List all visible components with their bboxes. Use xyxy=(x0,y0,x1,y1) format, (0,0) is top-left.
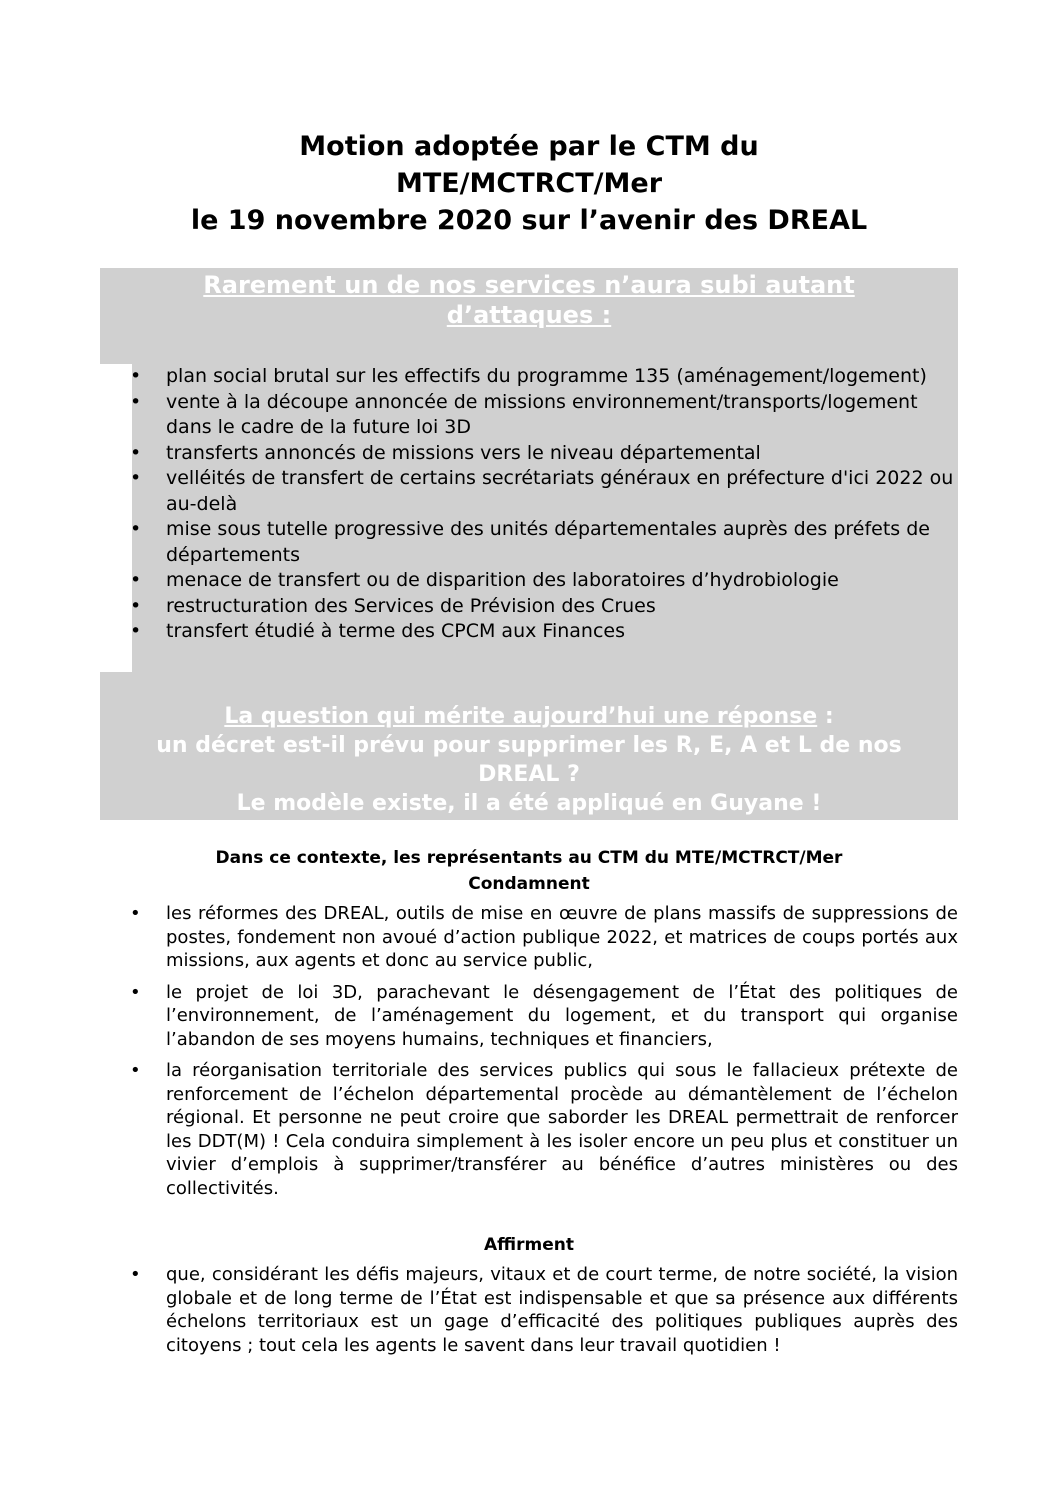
title-line: Motion adoptée par le CTM du xyxy=(299,131,759,162)
page-title xyxy=(100,128,958,239)
list-item xyxy=(0,466,958,517)
list-item xyxy=(0,390,958,441)
list-item-text: menace de transfert ou de disparition des laboratoires d’hydrobiologie xyxy=(166,569,839,591)
list-item xyxy=(0,619,958,645)
affirment-list xyxy=(0,1263,958,1365)
question-line: DREAL ? xyxy=(478,762,580,787)
list-item xyxy=(0,517,958,568)
context-line: Dans ce contexte, les représentants au CTM du MTE/MCTRCT/Mer xyxy=(215,848,843,868)
list-item-text: plan social brutal sur les effectifs du programme 135 (aménagement/logement) xyxy=(166,365,927,387)
condamnent-label: Condamnent xyxy=(468,874,590,894)
bullet-icon: • xyxy=(130,441,142,464)
question-heading: La question qui mérite aujourd’hui une réponse xyxy=(224,704,818,729)
bullet-icon: • xyxy=(130,981,141,1003)
title-line: le 19 novembre 2020 sur l’avenir des DREAL xyxy=(190,205,868,236)
list-item-text: le projet de loi 3D, parachevant le désengagement de l’État des politiques de l’environnement, de l’aménagement du logement, et du transport qui organise l’abandon de ses moyens humains, techniques et financiers, xyxy=(166,981,958,1050)
list-item-text: vente à la découpe annoncée de missions environnement/transports/logement dans le cadre de la future loi 3D xyxy=(166,390,918,438)
condamnent-list xyxy=(0,902,958,1208)
list-item-text: les réformes des DREAL, outils de mise en œuvre de plans massifs de suppressions de postes, fondement non avoué d’action publique 2022, et matrices de coups portés aux missions, aux agents et donc au service public, xyxy=(166,903,958,971)
question-block xyxy=(100,702,958,818)
question-colon: : xyxy=(817,704,834,729)
question-line: Le modèle existe, il a été appliqué en Guyane ! xyxy=(236,791,822,816)
bullet-icon: • xyxy=(130,1264,141,1285)
list-item-text: restructuration des Services de Prévision des Crues xyxy=(166,594,656,617)
bullet-icon: • xyxy=(130,390,142,413)
list-item-text: que, considérant les défis majeurs, vitaux et de court terme, de notre société, la vision globale et de long terme de l’État est indispensable et que sa présence aux différents échelons territoriaux est un gage d’efficacité des politiques publiques auprès des citoyens ; tout cela les agents le savent dans leur travail quotidien ! xyxy=(166,1264,958,1356)
list-item-text: la réorganisation territoriale des services publics qui sous le fallacieux prétexte de renforcement de l’échelon départemental procède au démantèlement de l’échelon régional. Et personne ne peut croire que saborder les DREAL permettrait de renforcer les DDT(M) ! Cela conduira simplement à les isoler encore un peu plus et constituer un vivier d’emplois à supprimer/transférer au bénéfice d’autres ministères ou des collectivités. xyxy=(166,1060,958,1199)
bullet-icon: • xyxy=(130,620,142,642)
list-item xyxy=(0,1059,958,1200)
bullet-icon: • xyxy=(130,365,142,387)
list-item xyxy=(0,981,958,1052)
list-item xyxy=(0,902,958,973)
list-item xyxy=(0,594,958,620)
list-item xyxy=(0,1263,958,1357)
question-line: un décret est-il prévu pour supprimer les R, E, A et L de nos xyxy=(156,733,902,758)
bullet-icon: • xyxy=(130,518,142,540)
list-item-text: velléités de transfert de certains secrétariats généraux en préfecture d'ici 2022 ou au-delà xyxy=(166,467,954,515)
list-item xyxy=(0,441,958,467)
list-item xyxy=(0,568,958,594)
box-heading-line: d’attaques : xyxy=(446,301,612,329)
title-line: MTE/MCTRCT/Mer xyxy=(395,168,663,199)
box-heading xyxy=(100,270,958,330)
bullet-icon: • xyxy=(130,467,142,489)
bullet-icon: • xyxy=(130,594,142,617)
list-item-text: transferts annoncés de missions vers le niveau départemental xyxy=(166,441,761,464)
attacks-list xyxy=(0,364,958,645)
list-item-text: transfert étudié à terme des CPCM aux Finances xyxy=(166,620,625,642)
box-heading-line: Rarement un de nos services n’aura subi autant xyxy=(203,271,855,299)
bullet-icon: • xyxy=(130,1060,141,1081)
bullet-icon: • xyxy=(130,569,142,591)
bullet-icon: • xyxy=(130,903,141,924)
list-item xyxy=(0,364,958,390)
context-heading xyxy=(100,845,958,897)
affirment-label: Affirment xyxy=(484,1235,574,1255)
list-item-text: mise sous tutelle progressive des unités départementales auprès des préfets de départements xyxy=(166,518,930,566)
